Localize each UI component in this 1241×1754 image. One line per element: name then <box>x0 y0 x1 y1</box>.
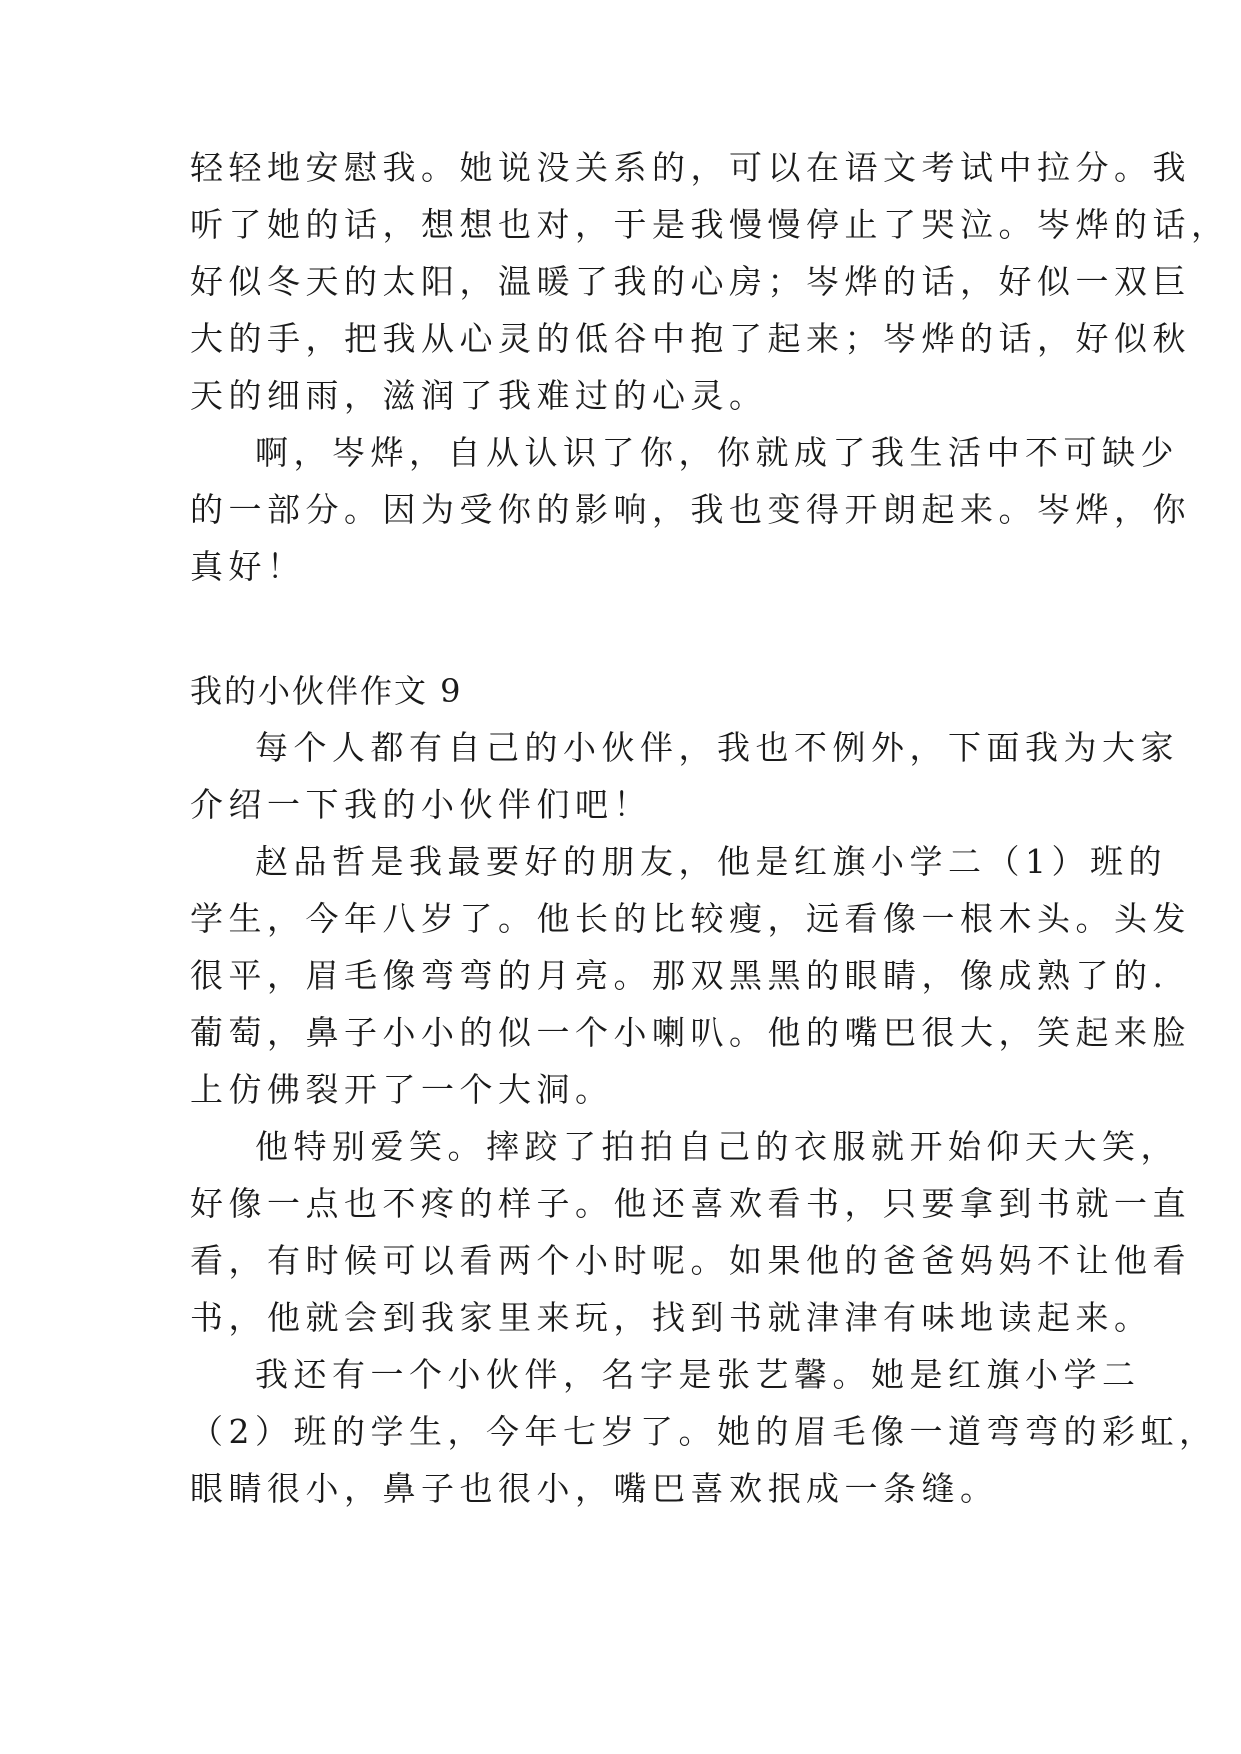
paragraph-line: 很平，眉毛像弯弯的月亮。那双黑黑的眼睛，像成熟了的. <box>190 956 1169 995</box>
paragraph-line: 轻轻地安慰我。她说没关系的，可以在语文考试中拉分。我 <box>190 148 1191 187</box>
paragraph-line: 每个人都有自己的小伙伴，我也不例外，下面我为大家 <box>255 728 1179 767</box>
paragraph-line: 介绍一下我的小伙伴们吧！ <box>190 785 652 824</box>
paragraph-line: 赵品哲是我最要好的朋友，他是红旗小学二（1）班的 <box>255 842 1167 881</box>
paragraph-line: 眼睛很小，鼻子也很小，嘴巴喜欢抿成一条缝。 <box>190 1469 999 1508</box>
paragraph-line: 好像一点也不疼的样子。他还喜欢看书，只要拿到书就一直 <box>190 1184 1191 1223</box>
paragraph-line: （2）班的学生，今年七岁了。她的眉毛像一道弯弯的彩虹， <box>190 1412 1218 1451</box>
paragraph-line: 上仿佛裂开了一个大洞。 <box>190 1070 614 1109</box>
paragraph-line: 真好！ <box>190 547 306 586</box>
paragraph-line: 葡萄，鼻子小小的似一个小喇叭。他的嘴巴很大，笑起来脸 <box>190 1013 1191 1052</box>
paragraph-line: 啊，岑烨，自从认识了你，你就成了我生活中不可缺少 <box>255 433 1179 472</box>
paragraph-line: 天的细雨，滋润了我难过的心灵。 <box>190 376 768 415</box>
paragraph-line: 我还有一个小伙伴，名字是张艺馨。她是红旗小学二 <box>255 1355 1141 1394</box>
essay-title: 我的小伙伴作文 9 <box>190 672 463 710</box>
paragraph-line: 大的手，把我从心灵的低谷中抱了起来；岑烨的话，好似秋 <box>190 319 1191 358</box>
paragraph-line: 听了她的话，想想也对，于是我慢慢停止了哭泣。岑烨的话， <box>190 205 1230 244</box>
paragraph-line: 好似冬天的太阳，温暖了我的心房；岑烨的话，好似一双巨 <box>190 262 1191 301</box>
paragraph-line: 的一部分。因为受你的影响，我也变得开朗起来。岑烨，你 <box>190 490 1191 529</box>
paragraph-line: 看，有时候可以看两个小时呢。如果他的爸爸妈妈不让他看 <box>190 1241 1191 1280</box>
paragraph-line: 他特别爱笑。摔跤了拍拍自己的衣服就开始仰天大笑， <box>255 1127 1179 1166</box>
paragraph-line: 书，他就会到我家里来玩，找到书就津津有味地读起来。 <box>190 1298 1153 1337</box>
paragraph-line: 学生，今年八岁了。他长的比较瘦，远看像一根木头。头发 <box>190 899 1191 938</box>
